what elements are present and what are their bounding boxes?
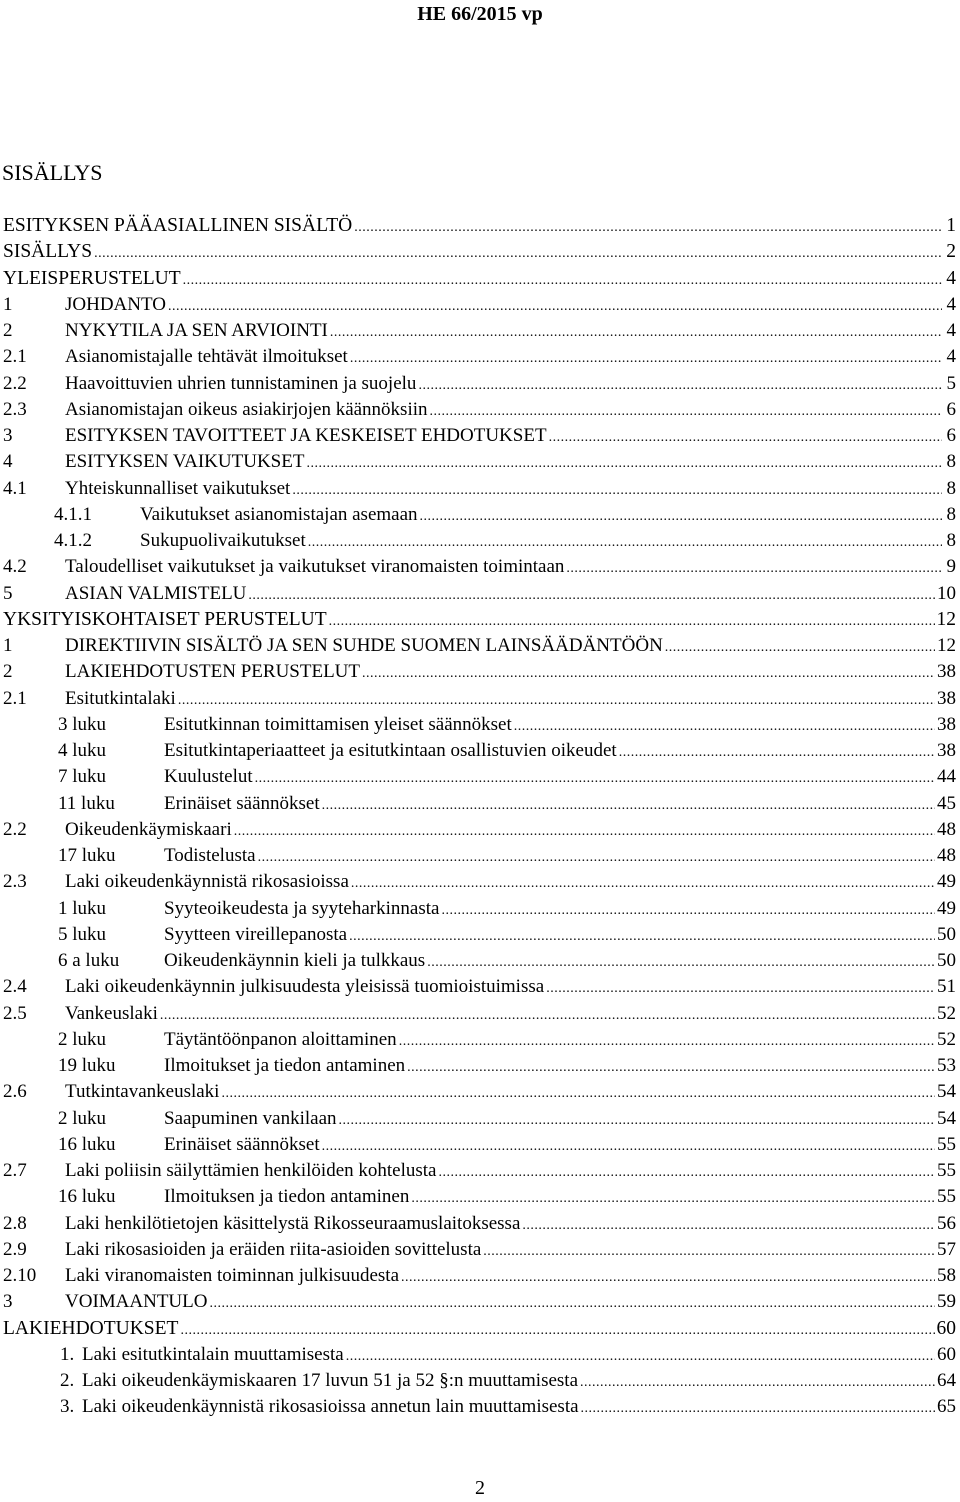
- toc-entry-number: 1: [3, 293, 13, 315]
- toc-entry-number: 2.5: [3, 1002, 27, 1024]
- toc-entry-number: 4.1.2: [54, 530, 92, 551]
- toc-dot-leader: [354, 215, 942, 241]
- toc-entry-page: 8: [946, 503, 956, 525]
- toc-entry-title: VOIMAANTULO: [65, 1291, 208, 1313]
- toc-entry[interactable]: [0, 1027, 958, 1053]
- toc-dot-leader: [308, 530, 942, 556]
- toc-entry-number: 17 luku: [58, 845, 116, 866]
- toc-heading: SISÄLLYS: [2, 160, 103, 185]
- toc-entry-title: LAKIEHDOTUKSET: [3, 1317, 179, 1339]
- toc-entry-number: 2.3: [3, 398, 27, 420]
- toc-entry-title: Syytteen vireillepanosta: [164, 923, 348, 945]
- toc-entry-title: ESITYKSEN PÄÄASIALLINEN SISÄLTÖ: [3, 215, 353, 236]
- toc-dot-leader: [346, 1344, 935, 1370]
- toc-entry[interactable]: [0, 1132, 958, 1158]
- toc-entry-page: 60: [937, 1343, 956, 1365]
- toc-entry-number: 19 luku: [58, 1055, 116, 1076]
- toc-dot-leader: [351, 871, 935, 897]
- toc-entry-number: 16 luku: [58, 1186, 116, 1208]
- toc-entry[interactable]: [0, 318, 958, 344]
- toc-entry-page: 50: [937, 923, 956, 945]
- toc-entry[interactable]: [0, 397, 958, 423]
- toc-entry-title: Esitutkintaperiaatteet ja esitutkintaan osallistuvien oikeudet: [164, 740, 617, 761]
- toc-entry-number: 3: [3, 1291, 13, 1313]
- toc-dot-leader: [580, 1370, 935, 1396]
- toc-entry[interactable]: [0, 344, 958, 370]
- toc-entry-title: Täytäntöönpanon aloittaminen: [164, 1028, 397, 1050]
- toc-entry-number: 2.9: [3, 1238, 27, 1260]
- toc-entry-page: 38: [937, 687, 956, 709]
- toc-dot-leader: [322, 793, 935, 819]
- toc-entry-title: Laki oikeudenkäynnin julkisuudesta yleisissä tuomioistuimissa: [65, 976, 545, 998]
- toc-entry-page: 53: [937, 1055, 956, 1076]
- toc-entry[interactable]: [0, 1289, 958, 1315]
- toc-entry[interactable]: [0, 292, 958, 318]
- toc-entry-page: 10: [937, 582, 956, 604]
- toc-entry-page: 55: [937, 1160, 956, 1181]
- toc-entry-title: Erinäiset säännökset: [164, 792, 320, 814]
- toc-entry-page: 58: [937, 1265, 956, 1286]
- toc-dot-leader: [483, 1239, 935, 1265]
- toc-entry[interactable]: [0, 1237, 958, 1263]
- toc-dot-leader: [546, 976, 935, 1002]
- toc-entry[interactable]: [0, 1342, 958, 1368]
- toc-entry[interactable]: [0, 528, 958, 554]
- toc-entry-title: Laki esitutkintalain muuttamisesta: [82, 1343, 344, 1365]
- toc-dot-leader: [258, 845, 935, 871]
- toc-entry-page: 51: [937, 976, 956, 998]
- toc-dot-leader: [514, 714, 935, 740]
- toc-dot-leader: [549, 425, 942, 451]
- toc-entry-page: 4: [946, 293, 956, 315]
- toc-entry-number: 4.1: [3, 477, 27, 499]
- toc-entry-title: Asianomistajan oikeus asiakirjojen käännöksiin: [65, 398, 428, 420]
- toc-entry[interactable]: [0, 1263, 958, 1289]
- toc-dot-leader: [329, 609, 935, 635]
- toc-entry-number: 2.3: [3, 871, 27, 893]
- document-header: HE 66/2015 vp: [417, 3, 543, 25]
- toc-entry-title: NYKYTILA JA SEN ARVIOINTI: [65, 320, 328, 341]
- toc-entry-page: 38: [937, 713, 956, 735]
- toc-entry-title: Laki oikeudenkäynnistä rikosasioissa: [65, 871, 349, 893]
- toc-entry-title: YLEISPERUSTELUT: [3, 267, 181, 289]
- toc-entry[interactable]: [0, 371, 958, 397]
- toc-entry-page: 12: [936, 608, 956, 630]
- toc-dot-leader: [441, 898, 935, 924]
- toc-entry-title: LAKIEHDOTUSTEN PERUSTELUT: [65, 661, 361, 683]
- toc-entry-page: 1: [946, 215, 956, 236]
- toc-entry-page: 8: [946, 530, 956, 551]
- toc-entry-title: Saapuminen vankilaan: [164, 1107, 337, 1129]
- toc-entry-number: 2.8: [3, 1212, 27, 1234]
- toc-entry-number: 1: [3, 635, 13, 656]
- toc-dot-leader: [619, 740, 935, 766]
- toc-entry-title: Laki henkilötietojen käsittelystä Rikosseuraamuslaitoksessa: [65, 1212, 521, 1234]
- toc-entry-title: Oikeudenkäymiskaari: [65, 818, 232, 840]
- toc-entry[interactable]: [0, 476, 958, 502]
- toc-entry-number: 2.6: [3, 1081, 27, 1103]
- toc-entry-page: 8: [946, 477, 956, 499]
- toc-entry-page: 2: [946, 241, 956, 263]
- toc-entry-title: Laki poliisin säilyttämien henkilöiden kohtelusta: [65, 1160, 437, 1181]
- toc-entry-title: Ilmoituksen ja tiedon antaminen: [164, 1186, 410, 1208]
- toc-dot-leader: [349, 924, 935, 950]
- toc-entry[interactable]: [0, 686, 958, 712]
- toc-entry[interactable]: [0, 1053, 958, 1079]
- toc-entry-page: 12: [937, 635, 956, 656]
- toc-entry-page: 54: [937, 1107, 956, 1129]
- toc-entry[interactable]: [0, 1211, 958, 1237]
- toc-entry-number: 11 luku: [58, 792, 115, 814]
- toc-entry-number: 2 luku: [58, 1028, 107, 1050]
- toc-entry-number: 4 luku: [58, 740, 107, 761]
- toc-entry-title: SISÄLLYS: [3, 241, 93, 263]
- toc-entry-title: Laki oikeudenkäymiskaaren 17 luvun 51 ja 52 §:n muuttamisesta: [82, 1370, 579, 1391]
- toc-entry-page: 45: [937, 792, 956, 814]
- toc-dot-leader: [566, 556, 942, 582]
- toc-entry-number: 2: [3, 661, 13, 683]
- toc-entry-title: DIREKTIIVIN SISÄLTÖ JA SEN SUHDE SUOMEN LAINSÄÄDÄNTÖÖN: [65, 635, 663, 656]
- toc-entry-page: 4: [946, 320, 956, 341]
- toc-entry-page: 55: [937, 1186, 956, 1208]
- toc-entry-page: 38: [937, 740, 956, 761]
- toc-entry-number: 2.4: [3, 976, 27, 998]
- toc-entry-title: Yhteiskunnalliset vaikutukset: [65, 477, 291, 499]
- toc-entry-page: 65: [937, 1396, 956, 1418]
- toc-entry-page: 57: [937, 1238, 956, 1260]
- toc-entry[interactable]: [0, 266, 958, 292]
- toc-entry-number: 6 a luku: [58, 950, 120, 971]
- toc-entry-number: 16 luku: [58, 1133, 116, 1155]
- toc-entry-title: Esitutkintalaki: [65, 687, 176, 709]
- toc-entry-title: Vaikutukset asianomistajan asemaan: [140, 503, 418, 525]
- toc-entry-number: 2.1: [3, 346, 27, 368]
- toc-dot-leader: [399, 1029, 935, 1055]
- toc-dot-leader: [407, 1055, 935, 1081]
- toc-entry-page: 6: [946, 398, 956, 420]
- toc-entry-number: 1 luku: [58, 897, 107, 919]
- toc-entry-page: 52: [937, 1028, 956, 1050]
- toc-entry-number: 2 luku: [58, 1107, 107, 1129]
- toc-entry[interactable]: [0, 974, 958, 1000]
- toc-dot-leader: [581, 1396, 935, 1422]
- toc-entry-title: ESITYKSEN VAIKUTUKSET: [65, 451, 305, 473]
- toc-entry-title: Laki oikeudenkäynnistä rikosasioissa annetun lain muuttamisesta: [82, 1396, 579, 1418]
- toc-entry[interactable]: [0, 843, 958, 869]
- toc-entry-page: 6: [946, 425, 956, 446]
- toc-entry-number: 4.2: [3, 556, 27, 578]
- toc-entry-page: 49: [937, 897, 956, 919]
- toc-entry-number: 2.2: [3, 818, 27, 840]
- toc-entry-title: Todistelusta: [164, 845, 256, 866]
- toc-entry-page: 64: [937, 1370, 956, 1391]
- toc-entry-page: 54: [937, 1081, 956, 1103]
- toc-entry-title: ESITYKSEN TAVOITTEET JA KESKEISET EHDOTUKSET: [65, 425, 547, 446]
- toc-entry-number: 3 luku: [58, 713, 107, 735]
- toc-dot-leader: [292, 478, 942, 504]
- toc-entry[interactable]: [0, 712, 958, 738]
- toc-entry-page: 52: [937, 1002, 956, 1024]
- toc-entry-number: 3.: [60, 1396, 75, 1418]
- toc-entry[interactable]: [0, 1001, 958, 1027]
- toc-entry-title: Kuulustelut: [164, 766, 253, 788]
- toc-dot-leader: [183, 268, 942, 294]
- toc-entry-title: Ilmoitukset ja tiedon antaminen: [164, 1055, 406, 1076]
- toc-dot-leader: [221, 1081, 935, 1107]
- toc-dot-leader: [209, 1291, 935, 1317]
- toc-entry-title: Esitutkinnan toimittamisen yleiset säännökset: [164, 713, 512, 735]
- toc-entry[interactable]: [0, 607, 958, 633]
- toc-entry[interactable]: [0, 239, 958, 265]
- toc-entry-page: 5: [946, 372, 956, 394]
- toc-dot-leader: [339, 1108, 935, 1134]
- toc-entry-number: 4.1.1: [54, 503, 92, 525]
- toc-dot-leader: [160, 1003, 935, 1029]
- toc-entry-number: 7 luku: [58, 766, 107, 788]
- toc-entry-page: 49: [937, 871, 956, 893]
- toc-entry-title: Haavoittuvien uhrien tunnistaminen ja suojelu: [65, 372, 417, 394]
- toc-entry-page: 38: [937, 661, 956, 683]
- toc-entry[interactable]: [0, 449, 958, 475]
- toc-entry-page: 44: [937, 766, 956, 788]
- toc-entry-page: 50: [937, 950, 956, 971]
- toc-entry[interactable]: [0, 1106, 958, 1132]
- toc-entry-page: 56: [937, 1212, 956, 1234]
- toc-dot-leader: [401, 1265, 935, 1291]
- toc-entry-number: 4: [3, 451, 13, 473]
- toc-entry[interactable]: [0, 502, 958, 528]
- toc-entry-number: 1.: [60, 1343, 75, 1365]
- toc-entry[interactable]: [0, 581, 958, 607]
- toc-dot-leader: [234, 819, 935, 845]
- toc-entry-title: Erinäiset säännökset: [164, 1133, 320, 1155]
- toc-entry[interactable]: [0, 922, 958, 948]
- toc-entry-number: 2.: [60, 1370, 75, 1391]
- toc-entry[interactable]: [0, 1184, 958, 1210]
- toc-entry-title: Asianomistajalle tehtävät ilmoitukset: [65, 346, 348, 368]
- toc-entry-number: 2: [3, 320, 13, 341]
- toc-entry[interactable]: [0, 1394, 958, 1420]
- toc-entry-page: 55: [937, 1133, 956, 1155]
- toc-entry[interactable]: [0, 1316, 958, 1342]
- toc-entry-title: Laki rikosasioiden ja eräiden riita-asioiden sovittelusta: [65, 1238, 482, 1260]
- toc-entry-number: 2.10: [3, 1265, 37, 1286]
- toc-dot-leader: [420, 504, 942, 530]
- toc-dot-leader: [248, 583, 935, 609]
- toc-dot-leader: [439, 1160, 936, 1186]
- toc-dot-leader: [330, 320, 942, 346]
- table-of-contents: [0, 213, 958, 1421]
- toc-entry-page: 9: [946, 556, 956, 578]
- toc-entry[interactable]: [0, 1079, 958, 1105]
- toc-entry-title: Sukupuolivaikutukset: [140, 530, 306, 551]
- toc-entry[interactable]: [0, 659, 958, 685]
- toc-dot-leader: [430, 399, 942, 425]
- toc-entry-title: Tutkintavankeuslaki: [65, 1081, 220, 1103]
- toc-dot-leader: [180, 1318, 934, 1344]
- toc-entry-page: 4: [946, 346, 956, 368]
- toc-dot-leader: [168, 294, 942, 320]
- toc-dot-leader: [178, 688, 935, 714]
- toc-entry[interactable]: [0, 869, 958, 895]
- toc-entry-number: 5 luku: [58, 923, 107, 945]
- toc-entry[interactable]: [0, 423, 958, 449]
- toc-entry-title: YKSITYISKOHTAISET PERUSTELUT: [3, 608, 327, 630]
- toc-dot-leader: [322, 1134, 935, 1160]
- toc-entry-page: 60: [936, 1317, 956, 1339]
- toc-entry-number: 2.1: [3, 687, 27, 709]
- toc-entry[interactable]: [0, 791, 958, 817]
- toc-entry-page: 48: [937, 845, 956, 866]
- toc-dot-leader: [427, 950, 935, 976]
- page-number: 2: [475, 1477, 485, 1499]
- toc-entry-title: Vankeuslaki: [65, 1002, 158, 1024]
- toc-dot-leader: [350, 346, 942, 372]
- toc-entry[interactable]: [0, 817, 958, 843]
- toc-entry-page: 4: [946, 267, 956, 289]
- toc-entry[interactable]: [0, 764, 958, 790]
- toc-dot-leader: [255, 766, 935, 792]
- toc-entry-title: ASIAN VALMISTELU: [65, 582, 247, 604]
- toc-entry-title: Laki viranomaisten toiminnan julkisuudesta: [65, 1265, 400, 1286]
- toc-entry-title: Oikeudenkäynnin kieli ja tulkkaus: [164, 950, 426, 971]
- toc-entry-title: Syyteoikeudesta ja syyteharkinnasta: [164, 897, 440, 919]
- toc-dot-leader: [418, 373, 942, 399]
- toc-entry[interactable]: [0, 738, 958, 764]
- toc-dot-leader: [94, 241, 942, 267]
- toc-entry-title: Taloudelliset vaikutukset ja vaikutukset viranomaisten toimintaan: [65, 556, 565, 578]
- toc-entry-page: 48: [937, 818, 956, 840]
- toc-dot-leader: [306, 451, 942, 477]
- toc-entry[interactable]: [0, 948, 958, 974]
- toc-entry[interactable]: [0, 1158, 958, 1184]
- toc-entry-number: 5: [3, 582, 13, 604]
- toc-entry-number: 3: [3, 425, 13, 446]
- toc-entry-number: 2.2: [3, 372, 27, 394]
- toc-entry[interactable]: [0, 554, 958, 580]
- toc-entry[interactable]: [0, 896, 958, 922]
- toc-entry[interactable]: [0, 213, 958, 239]
- toc-entry[interactable]: [0, 1368, 958, 1394]
- toc-dot-leader: [665, 635, 935, 661]
- toc-entry-title: JOHDANTO: [65, 293, 166, 315]
- toc-entry[interactable]: [0, 633, 958, 659]
- toc-dot-leader: [522, 1213, 935, 1239]
- toc-dot-leader: [411, 1186, 935, 1212]
- toc-entry-page: 59: [937, 1291, 956, 1313]
- toc-entry-page: 8: [946, 451, 956, 473]
- toc-entry-number: 2.7: [3, 1160, 27, 1181]
- toc-dot-leader: [362, 661, 935, 687]
